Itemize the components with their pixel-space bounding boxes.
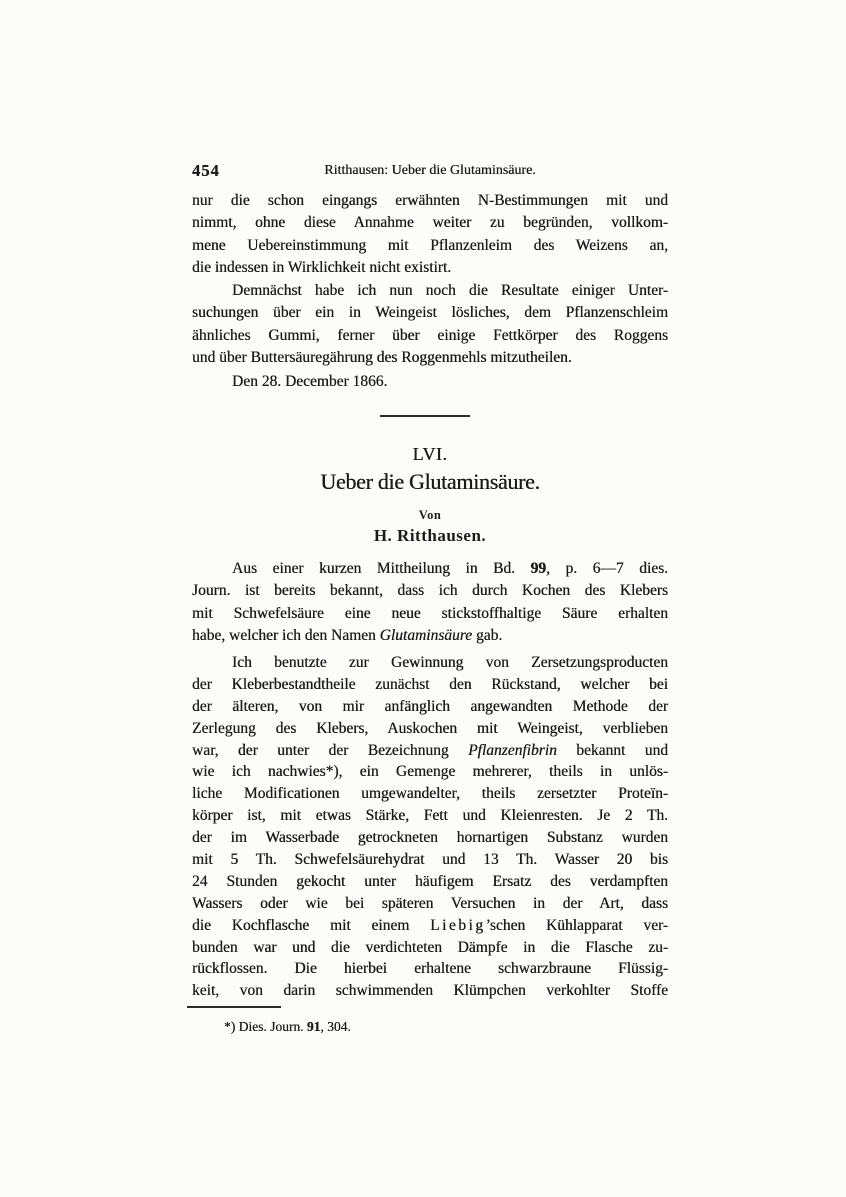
text-segment: Zerlegung des Klebers, Auskochen mit Weingeist, verblieben — [192, 719, 668, 737]
text-segment: mit Schwefelsäure eine neue stickstoffhaltige Säure erhalten — [192, 604, 668, 622]
text-line — [192, 280, 668, 302]
text-segment: , 304. — [320, 1019, 351, 1034]
italic-text: Pflanzenfibrin — [468, 741, 557, 759]
page-header — [192, 161, 668, 183]
text-segment: Journ. ist bereits bekannt, dass ich durch Kochen des Klebers — [192, 582, 668, 600]
text-segment: der Kleberbestandtheile zunächst den Rückstand, welcher bei — [192, 675, 668, 693]
text-line — [192, 958, 668, 980]
italic-text: Glutaminsäure — [379, 626, 473, 644]
text-segment: ähnliches Gummi, ferner über einige Fettkörper des Roggens — [192, 326, 668, 344]
footnote — [192, 1017, 668, 1037]
text-segment: *) Dies. Journ. — [224, 1019, 307, 1034]
text-segment: Aus einer kurzen Mittheilung in Bd. — [232, 560, 531, 577]
text-line — [192, 871, 668, 893]
text-segment: liche Modificationen umgewandelter, theils zersetzter Proteïn- — [192, 785, 668, 803]
text-segment: Demnächst habe ich nun noch die Resultate einiger Unter- — [232, 282, 668, 299]
text-segment: , p. 6—7 dies. — [546, 560, 668, 577]
text-segment: körper ist, mit etwas Stärke, Fett und Kleienresten. Je 2 Th. — [192, 807, 668, 825]
text-line — [192, 740, 668, 762]
text-segment: war, der unter der Bezeichnung — [192, 741, 469, 759]
text-line — [192, 937, 668, 959]
text-segment: mit 5 Th. Schwefelsäurehydrat und 13 Th. Wasser 20 bis — [192, 851, 668, 869]
text-line — [192, 212, 668, 234]
text-line — [192, 761, 668, 783]
text-segment: 24 Stunden gekocht unter häufigem Ersatz des verdampften — [192, 872, 668, 890]
text-segment: der älteren, von mir anfänglich angewandten Methode der — [192, 697, 668, 715]
text-segment: mene Uebereinstimmung mit Pflanzenleim des Weizens an, — [192, 236, 668, 254]
text-line — [192, 783, 668, 805]
text-segment: Wassers oder wie bei späteren Versuchen in der Art, dass — [192, 894, 668, 912]
text-segment: bekannt und — [556, 741, 668, 759]
text-line — [192, 235, 668, 257]
text-segment: bunden war und die verdichteten Dämpfe in die Flasche zu- — [192, 938, 668, 956]
date-line — [192, 371, 668, 393]
text-line — [192, 915, 668, 937]
text-line — [192, 980, 668, 1002]
text-segment: gab. — [472, 626, 503, 644]
text-segment: rückflossen. Die hierbei erhaltene schwarzbraune Flüssig- — [192, 960, 668, 978]
text-segment: ’schen Kühlapparat ver- — [485, 916, 668, 934]
text-line — [192, 674, 668, 696]
paragraph-announcement — [192, 280, 668, 369]
text-line — [192, 805, 668, 827]
text-line — [192, 558, 668, 580]
text-line — [192, 696, 668, 718]
byline-label: Von — [418, 508, 442, 522]
text-line — [192, 302, 668, 324]
text-segment: Den 28. December 1866. — [232, 373, 388, 390]
text-line — [192, 1017, 668, 1037]
text-segment: habe, welcher ich den Namen — [192, 626, 380, 644]
author-name: H. Ritthausen. — [373, 526, 487, 545]
text-segment: nur die schon eingangs erwähnten N-Bestimmungen mit und — [192, 192, 668, 209]
text-segment: und über Buttersäuregährung des Roggenmehls mitzutheilen. — [192, 348, 572, 366]
bold-text: 91 — [306, 1019, 321, 1034]
text-segment: die indessen in Wirklichkeit nicht existirt. — [192, 258, 452, 276]
text-segment: die Kochflasche mit einem — [192, 916, 431, 934]
text-line — [192, 347, 668, 369]
bold-text: 99 — [530, 560, 547, 577]
paragraph-method — [192, 652, 668, 1002]
page-number: 454 — [192, 161, 220, 180]
text-line — [192, 190, 668, 212]
text-segment: keit, von darin schwimmenden Klümpchen verkohlter Stoffe — [192, 982, 668, 1000]
section-divider-rule — [380, 415, 470, 417]
text-line — [192, 718, 668, 740]
article-title: Ueber die Glutaminsäure. — [320, 469, 540, 494]
text-line — [192, 893, 668, 915]
text-line — [192, 849, 668, 871]
text-segment: Ich benutzte zur Gewinnung von Zersetzungsproducten — [232, 654, 668, 671]
section-number: LVI. — [412, 444, 448, 464]
text-segment: suchungen über ein in Weingeist lösliches, dem Pflanzenschleim — [192, 304, 668, 322]
paragraph-continuation — [192, 190, 668, 279]
footnote-rule — [187, 1006, 281, 1008]
text-line — [192, 257, 668, 279]
text-line — [192, 603, 668, 625]
letterspaced-text: Liebig — [430, 916, 486, 934]
paragraph-intro — [192, 558, 668, 647]
text-segment: nimmt, ohne diese Annahme weiter zu begründen, vollkom- — [192, 214, 668, 232]
text-line — [192, 625, 668, 647]
running-head: Ritthausen: Ueber die Glutaminsäure. — [324, 163, 536, 178]
text-segment: wie ich nachwies*), ein Gemenge mehrerer, theils in unlös- — [192, 763, 668, 781]
text-line — [192, 580, 668, 602]
text-line — [192, 371, 668, 393]
text-line — [192, 652, 668, 674]
text-line — [192, 827, 668, 849]
text-segment: der im Wasserbade getrockneten hornartigen Substanz wurden — [192, 829, 668, 847]
text-line — [192, 325, 668, 347]
